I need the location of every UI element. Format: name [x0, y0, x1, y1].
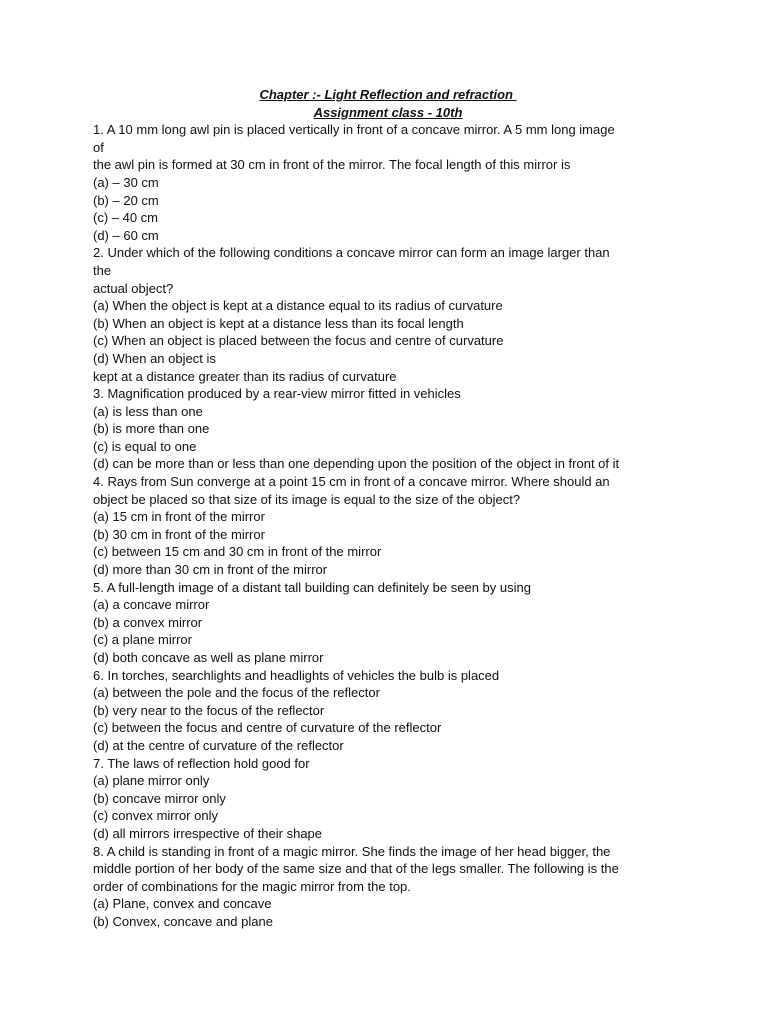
- text-line: (a) Plane, convex and concave: [93, 896, 272, 912]
- text-line: (a) is less than one: [93, 403, 203, 419]
- text-line: (c) between 15 cm and 30 cm in front of the mirror: [93, 544, 382, 560]
- text-line: 5. A full-length image of a distant tall building can definitely be seen by using: [93, 579, 531, 595]
- text-line: (a) When the object is kept at a distance equal to its radius of curvature: [93, 298, 503, 314]
- text-line: (d) all mirrors irrespective of their shape: [93, 825, 323, 841]
- text-line: (b) a convex mirror: [93, 614, 203, 630]
- text-line: (c) a plane mirror: [93, 632, 192, 648]
- text-line: (d) When an object is: [93, 350, 216, 366]
- text-line: middle portion of her body of the same size and that of the legs smaller. The following is the: [93, 861, 619, 877]
- text-line: the awl pin is formed at 30 cm in front of the mirror. The focal length of this mirror is: [93, 157, 571, 173]
- question-list: [93, 121, 683, 930]
- chapter-title: Chapter :- Light Reflection and refraction: [259, 87, 517, 102]
- text-line: (b) is more than one: [93, 421, 210, 437]
- text-line: (d) more than 30 cm in front of the mirror: [93, 562, 328, 578]
- text-line: (c) convex mirror only: [93, 808, 218, 824]
- text-line: (a) 15 cm in front of the mirror: [93, 509, 265, 525]
- text-line: (d) at the centre of curvature of the reflector: [93, 737, 344, 753]
- text-line: (c) is equal to one: [93, 438, 197, 454]
- text-line: order of combinations for the magic mirror from the top.: [93, 878, 411, 894]
- text-line: (a) – 30 cm: [93, 174, 159, 190]
- text-line: 2. Under which of the following conditions a concave mirror can form an image larger than: [93, 245, 610, 261]
- text-line: 4. Rays from Sun converge at a point 15 cm in front of a concave mirror. Where should an: [93, 474, 610, 490]
- text-line: of: [93, 139, 104, 155]
- text-line: (d) both concave as well as plane mirror: [93, 650, 324, 665]
- text-line: object be placed so that size of its image is equal to the size of the object?: [93, 491, 521, 507]
- assignment-subtitle: Assignment class - 10th: [313, 104, 463, 120]
- text-line: 7. The laws of reflection hold good for: [93, 755, 310, 771]
- text-line: (a) plane mirror only: [93, 773, 210, 789]
- text-line: (a) a concave mirror: [93, 597, 210, 613]
- text-line: 3. Magnification produced by a rear-view mirror fitted in vehicles: [93, 386, 461, 402]
- text-line: (a) between the pole and the focus of the reflector: [93, 685, 380, 701]
- text-line: (c) When an object is placed between the focus and centre of curvature: [93, 333, 504, 349]
- text-line: (b) concave mirror only: [93, 790, 226, 806]
- text-line: (b) very near to the focus of the reflector: [93, 702, 325, 718]
- text-line: (c) between the focus and centre of curvature of the reflector: [93, 720, 442, 736]
- text-line: (b) 30 cm in front of the mirror: [93, 526, 265, 542]
- text-line: (d) can be more than or less than one depending upon the position of the object in front of it: [93, 456, 620, 472]
- text-line: (b) Convex, concave and plane: [93, 913, 273, 929]
- text-line: (b) – 20 cm: [93, 192, 159, 208]
- text-line: actual object?: [93, 280, 174, 296]
- text-line: kept at a distance greater than its radius of curvature: [93, 368, 397, 384]
- text-line: (d) – 60 cm: [93, 227, 159, 243]
- text-line: (c) – 40 cm: [93, 210, 159, 226]
- text-line: 6. In torches, searchlights and headlights of vehicles the bulb is placed: [93, 667, 500, 683]
- text-line: 8. A child is standing in front of a magic mirror. She finds the image of her head bigger, the: [93, 843, 611, 859]
- text-line: (b) When an object is kept at a distance less than its focal length: [93, 315, 464, 331]
- document-body: [93, 86, 683, 931]
- text-line: 1. A 10 mm long awl pin is placed vertically in front of a concave mirror. A 5 mm long image: [93, 122, 615, 138]
- text-line: the: [93, 262, 112, 278]
